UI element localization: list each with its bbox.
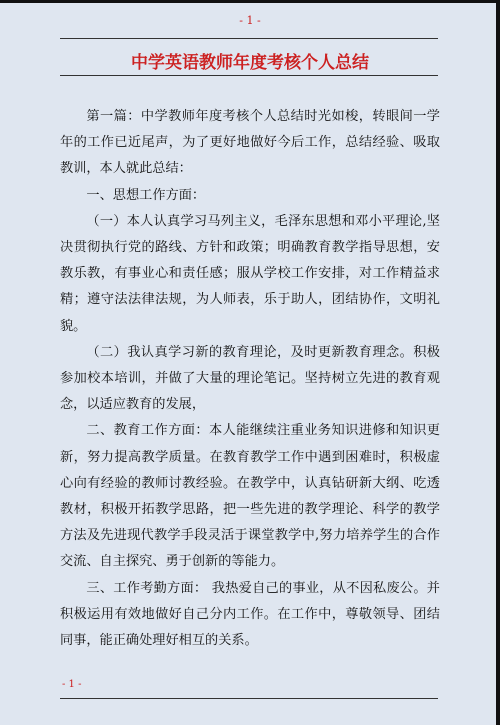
title-rule	[60, 75, 438, 76]
paragraph-attendance: 三、工作考勤方面： 我热爱自己的事业，从不因私废公。并积极运用有效地做好自己分内工作。在工作中，尊敬领导、团结同事，能正确处理好相互的关系。	[60, 580, 440, 649]
footer-page-number: - 1 -	[62, 679, 82, 690]
document-title: 中学英语教师年度考核个人总结	[131, 53, 369, 73]
section-heading-thought: 一、思想工作方面：	[86, 187, 206, 203]
page-border-top	[0, 0, 500, 3]
paragraph-education: 二、教育工作方面：本人能继续注重业务知识进修和知识更新，努力提高教学质量。在教育教学工作中遇到困难时，积极虚心向有经验的教师讨教经验。在教学中，认真钻研新大纲、吃透教材，积极开拓教学思路，把一些先进的教学理论、科学的教学方法及先进现代教学手段灵活于课堂教学中,努力培养学生的合作交流、自主探究、勇于创新的等能力。	[60, 423, 440, 570]
footer-rule	[60, 698, 438, 699]
paragraph-thought-1: （一）本人认真学习马列主义，毛泽东思想和邓小平理论,坚决贯彻执行党的路线、方针和政策；明确教育教学指导思想，安教乐教，有事业心和责任感；服从学校工作安排，对工作精益求精；遵守法法律法规，为人师表，乐于助人，团结协作，文明礼貌。	[60, 213, 440, 334]
paragraph-intro: 第一篇：中学教师年度考核个人总结时光如梭，转眼间一学年的工作已近尾声，为了更好地做好今后工作，总结经验、吸取教训，本人就此总结：	[60, 109, 440, 177]
paragraph-thought-2: （二）我认真学习新的教育理论，及时更新教育理念。积极参加校本培训，并做了大量的理论笔记。坚持树立先进的教育观念，以适应教育的发展，	[60, 344, 440, 413]
header-page-number: - 1 -	[239, 14, 261, 27]
page-border-right	[496, 0, 500, 725]
document-body	[60, 104, 440, 654]
header-rule	[60, 38, 438, 39]
